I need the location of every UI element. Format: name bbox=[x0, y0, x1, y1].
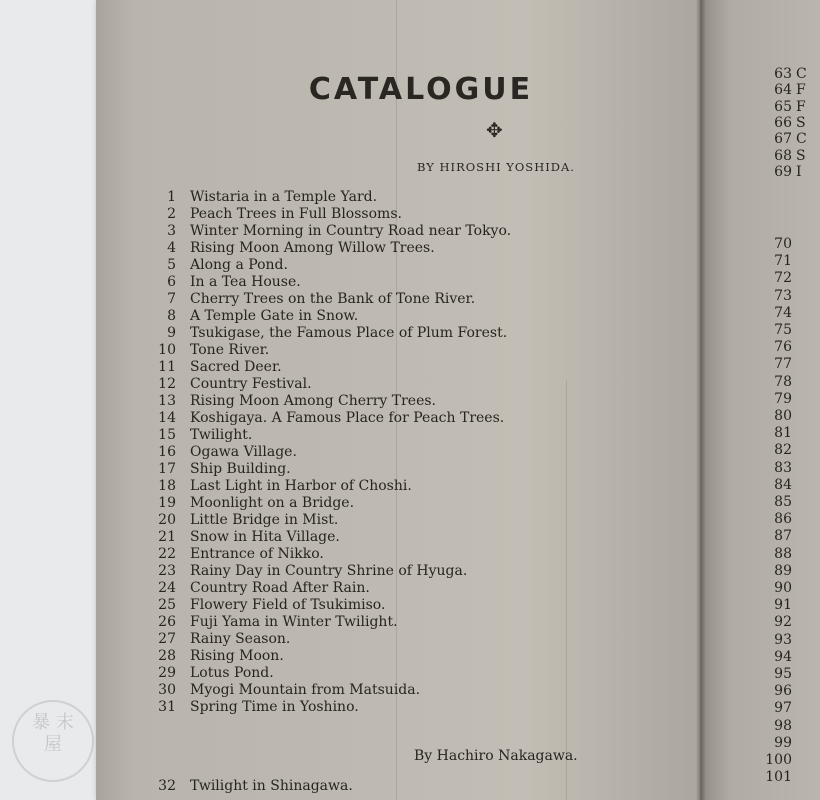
item-number: 18 bbox=[158, 478, 176, 494]
facing-item-number: 101 bbox=[765, 769, 792, 786]
list-item bbox=[96, 699, 708, 716]
facing-item-number: 89 bbox=[774, 562, 792, 579]
facing-item-number: 71 bbox=[774, 253, 792, 270]
item-title: Fuji Yama in Winter Twilight. bbox=[190, 614, 398, 630]
artist-byline-2: By Hachiro Nakagawa. bbox=[414, 748, 578, 764]
facing-item-number: 69 bbox=[774, 163, 792, 180]
catalogue-list bbox=[96, 189, 708, 716]
list-item bbox=[96, 410, 708, 427]
item-title: Spring Time in Yoshino. bbox=[190, 699, 359, 715]
item-title: In a Tea House. bbox=[190, 274, 301, 290]
facing-item-number: 95 bbox=[774, 666, 792, 682]
item-title: Cherry Trees on the Bank of Tone River. bbox=[190, 291, 476, 307]
item-title: Little Bridge in Mist. bbox=[190, 512, 339, 528]
list-item bbox=[96, 648, 708, 665]
facing-item-number: 84 bbox=[774, 476, 792, 493]
item-title: Twilight in Shinagawa. bbox=[190, 778, 353, 794]
item-title: Rising Moon Among Cherry Trees. bbox=[190, 393, 437, 409]
item-number: 7 bbox=[167, 291, 176, 307]
item-title: Myogi Mountain from Matsuida. bbox=[190, 682, 421, 698]
facing-item-number: 85 bbox=[774, 494, 792, 510]
list-item bbox=[96, 529, 708, 546]
item-title: Koshigaya. A Famous Place for Peach Trees. bbox=[190, 410, 505, 426]
page-fold bbox=[696, 0, 706, 800]
list-item bbox=[96, 597, 708, 614]
facing-item-number: 73 bbox=[774, 287, 792, 304]
item-number: 30 bbox=[158, 682, 176, 698]
facing-item-number: 99 bbox=[774, 734, 792, 751]
list-item bbox=[96, 342, 708, 359]
item-number: 28 bbox=[158, 648, 176, 664]
facing-item-number: 87 bbox=[774, 528, 792, 545]
facing-item-number: 88 bbox=[774, 545, 792, 562]
item-title: Tsukigase, the Famous Place of Plum Forest. bbox=[190, 325, 508, 341]
list-item bbox=[96, 359, 708, 376]
facing-item-number: 79 bbox=[774, 390, 792, 407]
facing-item-number: 75 bbox=[774, 322, 792, 338]
facing-item-number: 93 bbox=[774, 631, 792, 648]
item-title: Tone River. bbox=[190, 342, 270, 358]
list-item bbox=[96, 682, 708, 699]
list-item bbox=[96, 206, 708, 223]
facing-item-number: 94 bbox=[774, 648, 792, 665]
item-title: Ogawa Village. bbox=[190, 444, 297, 460]
list-item bbox=[96, 257, 708, 274]
facing-item-number: 66 bbox=[774, 114, 792, 131]
list-item bbox=[96, 665, 708, 682]
item-title: A Temple Gate in Snow. bbox=[190, 308, 359, 324]
facing-item-letter: C bbox=[796, 66, 807, 82]
item-title: Entrance of Nikko. bbox=[190, 546, 324, 562]
item-number: 11 bbox=[158, 359, 176, 375]
item-title: Winter Morning in Country Road near Tokyo. bbox=[190, 223, 512, 239]
item-title: Lotus Pond. bbox=[190, 665, 274, 681]
list-item bbox=[96, 580, 708, 597]
catalogue-page bbox=[96, 0, 708, 800]
item-title: Snow in Hita Village. bbox=[190, 529, 340, 545]
item-number: 8 bbox=[167, 308, 176, 324]
facing-item-letter: I bbox=[796, 163, 802, 180]
item-number: 25 bbox=[158, 597, 176, 613]
item-number: 26 bbox=[158, 614, 176, 630]
list-item bbox=[96, 189, 708, 206]
item-number: 15 bbox=[158, 427, 176, 443]
list-item bbox=[96, 393, 708, 410]
list-item bbox=[96, 223, 708, 240]
item-number: 3 bbox=[167, 223, 176, 239]
item-number: 17 bbox=[158, 461, 176, 477]
facing-page bbox=[700, 0, 820, 800]
item-number: 2 bbox=[167, 206, 176, 222]
item-title: Rainy Season. bbox=[190, 631, 291, 647]
item-title: Sacred Deer. bbox=[190, 359, 282, 375]
item-number: 29 bbox=[158, 665, 176, 681]
facing-item-number: 91 bbox=[774, 597, 792, 614]
item-number: 32 bbox=[158, 778, 176, 794]
item-number: 24 bbox=[158, 580, 176, 596]
item-title: Country Road After Rain. bbox=[190, 580, 370, 596]
item-title: Rising Moon. bbox=[190, 648, 284, 664]
facing-item-letter: F bbox=[796, 98, 806, 115]
item-title: Flowery Field of Tsukimiso. bbox=[190, 597, 386, 613]
facing-item-number: 65 bbox=[774, 98, 792, 115]
item-title: Peach Trees in Full Blossoms. bbox=[190, 206, 402, 222]
item-number: 23 bbox=[158, 563, 176, 579]
facing-item-number: 92 bbox=[774, 614, 792, 631]
facing-item-number: 97 bbox=[774, 700, 792, 717]
facing-item-number: 100 bbox=[765, 752, 792, 768]
item-number: 1 bbox=[167, 189, 176, 205]
item-number: 6 bbox=[167, 274, 176, 290]
facing-item-number: 78 bbox=[774, 373, 792, 390]
item-number: 12 bbox=[158, 376, 176, 392]
facing-item-number: 77 bbox=[774, 356, 792, 373]
item-title: Last Light in Harbor of Choshi. bbox=[190, 478, 412, 494]
facing-item-number: 68 bbox=[774, 147, 792, 164]
list-item bbox=[96, 778, 708, 795]
list-item bbox=[96, 291, 708, 308]
item-number: 21 bbox=[158, 529, 176, 545]
facing-item-number: 70 bbox=[774, 236, 792, 252]
list-item bbox=[96, 546, 708, 563]
item-number: 4 bbox=[167, 240, 176, 256]
facing-item-number: 83 bbox=[774, 459, 792, 476]
item-title: Wistaria in a Temple Yard. bbox=[190, 189, 378, 205]
item-number: 20 bbox=[158, 512, 176, 528]
list-item bbox=[96, 444, 708, 461]
facing-item-number: 82 bbox=[774, 442, 792, 459]
item-number: 27 bbox=[158, 631, 176, 647]
facing-item-number: 64 bbox=[774, 82, 792, 99]
item-number: 22 bbox=[158, 546, 176, 562]
item-number: 19 bbox=[158, 495, 176, 511]
facing-item-number: 86 bbox=[774, 511, 792, 528]
facing-item-number: 98 bbox=[774, 717, 792, 734]
facing-item-number: 96 bbox=[774, 683, 792, 700]
list-item bbox=[96, 614, 708, 631]
list-item bbox=[96, 274, 708, 291]
item-title: Rising Moon Among Willow Trees. bbox=[190, 240, 435, 256]
item-title: Ship Building. bbox=[190, 461, 291, 477]
item-number: 16 bbox=[158, 444, 176, 460]
item-title: Rainy Day in Country Shrine of Hyuga. bbox=[190, 563, 468, 579]
list-item bbox=[96, 325, 708, 342]
list-item bbox=[96, 631, 708, 648]
facing-item-number: 72 bbox=[774, 270, 792, 287]
list-item bbox=[96, 427, 708, 444]
list-item bbox=[96, 478, 708, 495]
item-title: Along a Pond. bbox=[190, 257, 288, 273]
list-item bbox=[96, 240, 708, 257]
ornament-icon: ✥ bbox=[486, 118, 503, 142]
artist-byline: BY HIROSHI YOSHIDA. bbox=[417, 160, 575, 174]
facing-item-letter: C bbox=[796, 131, 807, 148]
seal-stamp: 暴 末 屋 bbox=[12, 700, 94, 782]
list-item bbox=[96, 308, 708, 325]
facing-item-number: 80 bbox=[774, 408, 792, 424]
list-item bbox=[96, 512, 708, 529]
facing-item-number: 76 bbox=[774, 339, 792, 356]
item-title: Country Festival. bbox=[190, 376, 312, 392]
facing-item-number: 67 bbox=[774, 131, 792, 148]
facing-item-number: 81 bbox=[774, 425, 792, 442]
item-number: 5 bbox=[167, 257, 176, 273]
facing-item-letter: F bbox=[796, 82, 806, 99]
item-number: 31 bbox=[158, 699, 176, 715]
facing-item-letter: S bbox=[796, 114, 806, 131]
item-title: Twilight. bbox=[190, 427, 253, 443]
list-item bbox=[96, 495, 708, 512]
facing-item-number: 74 bbox=[774, 304, 792, 321]
item-number: 13 bbox=[158, 393, 176, 409]
facing-item-letter: S bbox=[796, 147, 806, 164]
item-number: 14 bbox=[158, 410, 176, 426]
catalogue-title: CATALOGUE bbox=[308, 72, 534, 107]
item-number: 9 bbox=[167, 325, 176, 341]
item-number: 10 bbox=[158, 342, 176, 358]
list-item bbox=[96, 563, 708, 580]
facing-item-number: 90 bbox=[774, 580, 792, 596]
item-title: Moonlight on a Bridge. bbox=[190, 495, 355, 511]
list-item bbox=[96, 376, 708, 393]
list-item bbox=[96, 461, 708, 478]
facing-item-number: 63 bbox=[774, 66, 792, 82]
